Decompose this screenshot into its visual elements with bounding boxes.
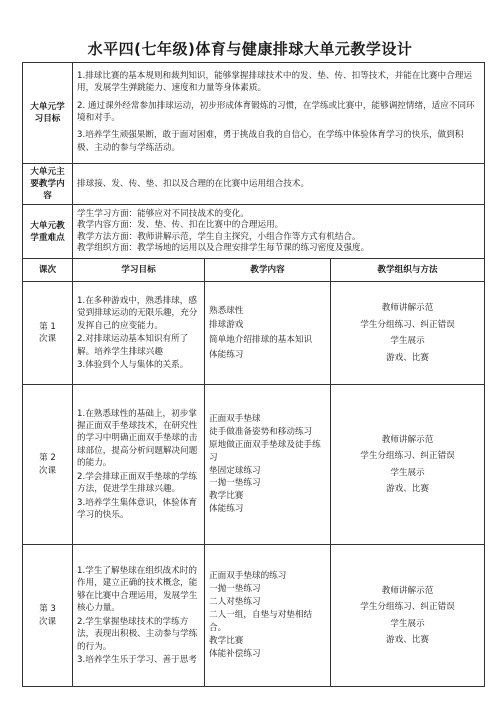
content-item: 教学比赛 <box>209 635 244 646</box>
unit-goals-cell <box>73 63 485 164</box>
lesson-number-line2: 次课 <box>38 334 57 345</box>
unit-key-cell <box>73 205 485 259</box>
lesson-objectives <box>73 385 205 545</box>
unit-content-label: 大单元主要教学内容 <box>23 164 73 205</box>
lesson-content <box>205 385 331 545</box>
lesson-number-line1: 第 2 <box>39 453 56 464</box>
content-item: 体能练习 <box>209 504 244 515</box>
content-item: 排球游戏 <box>209 320 244 331</box>
document-title: 水平四(七年级)体育与健康排球大单元教学设计 <box>87 40 413 58</box>
lesson-methods <box>331 545 485 687</box>
method-item: 学生展示 <box>390 467 425 478</box>
unit-goal-3: 3.培养学生顽强果断，敢于面对困难，勇于挑战自我的自信心，在学练中体验体育学习的快乐，做到积极、主动的参与学练活动。 <box>77 130 464 153</box>
content-item: 徒手做准备姿势和移动练习 <box>209 426 313 437</box>
method-item: 学生展示 <box>390 618 425 629</box>
objective-item: 3.培养学生乐于学习、善于思考 <box>77 654 197 665</box>
content-item: 正面双手垫球 <box>209 414 261 425</box>
content-item: 原地做正面双手垫球及徒手练习 <box>209 439 321 463</box>
lesson-number <box>23 282 73 385</box>
unit-key-1: 学生学习方面：能够应对不同技战术的变化。 <box>77 209 249 220</box>
content-item: 一抛一垫练习 <box>209 478 261 489</box>
method-item: 教师讲解示范 <box>381 434 434 445</box>
content-item: 二人对垫练习 <box>209 597 261 608</box>
header-objectives: 学习目标 <box>73 259 205 282</box>
unit-key-label: 大单元教学重难点 <box>23 205 73 259</box>
lesson-objectives <box>73 545 205 687</box>
method-item: 游戏、比赛 <box>386 352 429 363</box>
unit-goals-row <box>23 63 485 164</box>
content-item: 体能练习 <box>209 349 244 360</box>
method-item: 教师讲解示范 <box>381 303 434 314</box>
lesson-methods <box>331 385 485 545</box>
lesson-content <box>205 282 331 385</box>
objective-item: 2.学生掌握垫球技术的学练方法，表现出积极、主动参与学练的行为。 <box>77 616 198 652</box>
unit-content-text: 排球接、发、传、垫、扣以及合理的在比赛中运用组合技术。 <box>73 164 485 205</box>
unit-key-row <box>23 205 485 259</box>
lesson-methods <box>331 282 485 385</box>
objective-item: 1.学生了解垫球在组织战术时的作用，建立正确的技术概念，能够在比赛中合理运用，发展学生核心力量。 <box>77 565 198 614</box>
lesson-number <box>23 545 73 687</box>
header-lesson: 课次 <box>23 259 73 282</box>
objective-item: 3.体验到个人与集体的关系。 <box>77 360 189 370</box>
lesson-number-line1: 第 3 <box>39 604 56 615</box>
lesson-number-line2: 次课 <box>38 616 57 627</box>
content-item: 垫固定球练习 <box>209 465 261 476</box>
content-item: 二人一组，自垫与对垫相结合。 <box>209 610 313 634</box>
unit-goal-1: 1.排球比赛的基本规则和裁判知识，能够掌握排球技术中的发、垫、传、扣等技术，并能在比赛中合理运用，发展学生弹跳能力、速度和力量等身体素质。 <box>77 70 472 94</box>
lesson-content <box>205 545 331 687</box>
objective-item: 3.培养学生集体意识，体验体育学习的快乐。 <box>77 497 197 521</box>
unit-key-2: 教学内容方面：发、垫、传、扣在比赛中的合理运用。 <box>77 220 284 231</box>
content-item: 正面双手垫球的练习 <box>209 571 287 582</box>
lesson-number-line1: 第 1 <box>39 321 56 332</box>
method-item: 教师讲解示范 <box>381 585 434 596</box>
lesson-row-1 <box>23 282 485 385</box>
method-item: 学生分组练习、纠正错误 <box>360 451 455 462</box>
header-content: 教学内容 <box>205 259 331 282</box>
unit-key-3: 教学方法方面：教师讲解示范，学生自主探究，小组合作等方式有机结合。 <box>77 231 361 242</box>
unit-goal-2: 2. 通过课外经常参加排球运动，初步形成体育锻炼的习惯，在学练或比赛中，能够调控情绪，适应不同环境和对手。 <box>77 100 475 123</box>
unit-key-4: 教学组织方面：教学场地的运用以及合理安排学生每节课的练习密度及强度。 <box>77 242 370 253</box>
lesson-row-3 <box>23 545 485 687</box>
lesson-number-line2: 次课 <box>38 465 57 476</box>
lesson-number <box>23 385 73 545</box>
unit-content-row <box>23 164 485 205</box>
header-row <box>23 259 485 282</box>
objective-item: 2.学会排球正面双手垫球的学练方法，促进学生排球兴趣。 <box>77 471 197 495</box>
content-item: 一抛一垫练习 <box>209 584 261 595</box>
content-item: 教学比赛 <box>209 491 244 502</box>
method-item: 学生分组练习、纠正错误 <box>360 602 455 613</box>
unit-goals-label: 大单元学习目标 <box>23 63 73 164</box>
method-item: 游戏、比赛 <box>386 484 429 495</box>
method-item: 学生展示 <box>390 336 425 347</box>
content-item: 简单地介绍排球的基本知识 <box>209 335 313 346</box>
content-item: 体能补偿练习 <box>209 648 261 659</box>
objective-item: 2.对排球运动基本知识有所了解。培养学生排球兴趣 <box>77 334 189 357</box>
objective-item: 1.在熟悉球性的基础上，初步掌握正面双手垫球技术，在研究性的学习中明确正面双手垫球的击球部位，提高分析问题解决问题的能力。 <box>77 408 198 469</box>
content-item: 熟悉球性 <box>209 305 244 316</box>
method-item: 学生分组练习、纠正错误 <box>360 319 455 330</box>
lesson-objectives <box>73 282 205 385</box>
method-item: 游戏、比赛 <box>386 635 429 646</box>
objective-item: 1.在多种游戏中，熟悉排球，感觉到排球运动的无限乐趣，充分发挥自己的应变能力。 <box>77 295 198 331</box>
lesson-row-2 <box>23 385 485 545</box>
header-methods: 教学组织与方法 <box>331 259 485 282</box>
unit-design-table <box>22 62 485 687</box>
